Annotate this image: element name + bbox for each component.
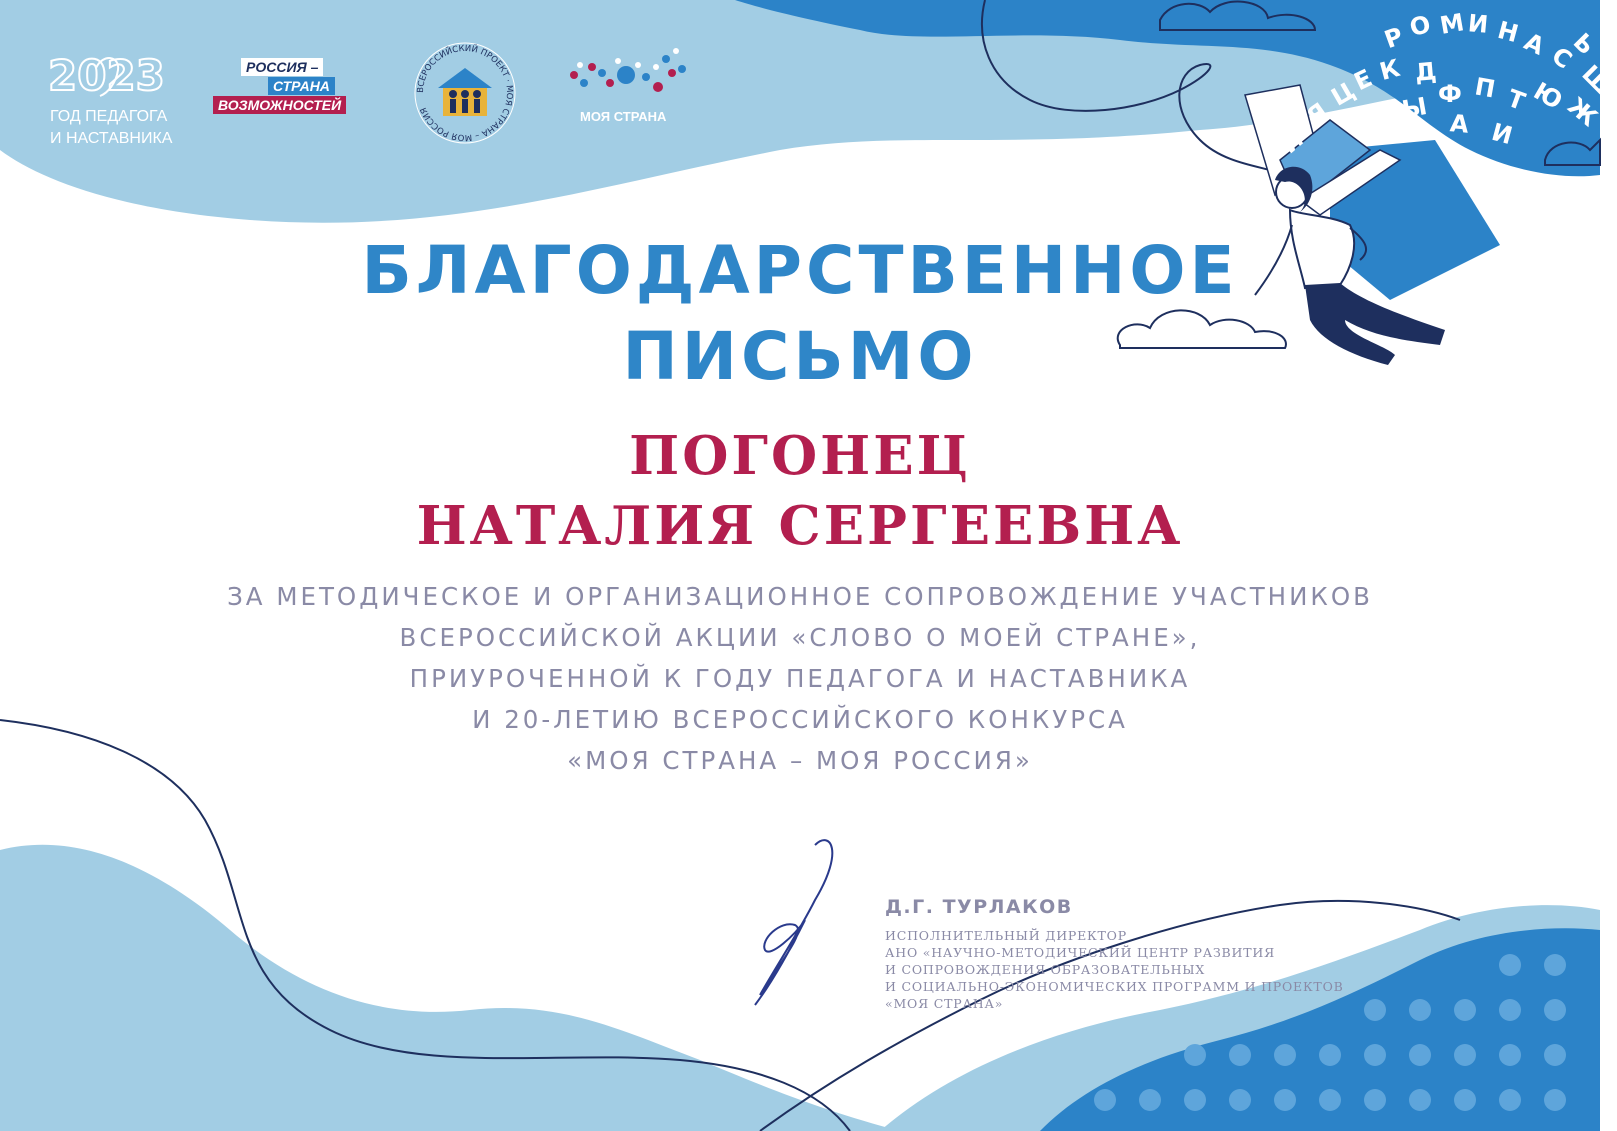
letter-decoration: А bbox=[1519, 27, 1549, 61]
letter-decoration: С bbox=[1546, 41, 1578, 75]
signatory-name: Д.Г. ТУРЛАКОВ bbox=[885, 896, 1073, 918]
russia-logo-line1: РОССИЯ – bbox=[241, 58, 323, 76]
description-line: ЗА МЕТОДИЧЕСКОЕ И ОРГАНИЗАЦИОННОЕ СОПРОВОЖДЕНИЕ УЧАСТНИКОВ bbox=[227, 582, 1373, 611]
letter-decoration: Н bbox=[1494, 15, 1522, 49]
letter-decoration: Е bbox=[1349, 63, 1377, 97]
signatory-position-line: АНО «НАУЧНО-МЕТОДИЧЕСКИЙ ЦЕНТР РАЗВИТИЯ bbox=[885, 945, 1275, 960]
letter-decoration: О bbox=[1406, 9, 1434, 43]
letter-decoration: Ф bbox=[1438, 80, 1462, 108]
letter-decoration: Й bbox=[1275, 124, 1309, 160]
letter-decoration: Ь bbox=[1567, 27, 1601, 61]
letter-decoration: Ж bbox=[1562, 91, 1603, 133]
year-logo-line1: ГОД ПЕДАГОГА bbox=[50, 108, 168, 125]
project-ring-text: ВСЕРОССИЙСКИЙ ПРОЕКТ · МОЯ СТРАНА – МОЯ РОССИЯ bbox=[415, 43, 515, 143]
my-country-label: МОЯ СТРАНА bbox=[580, 109, 667, 124]
description-line: ВСЕРОССИЙСКОЙ АКЦИИ «СЛОВО О МОЕЙ СТРАНЕ», bbox=[399, 623, 1201, 652]
signatory-position-line: ИСПОЛНИТЕЛЬНЫЙ ДИРЕКТОР bbox=[885, 928, 1127, 943]
letter-title-line1: БЛАГОДАРСТВЕННОЕ bbox=[361, 232, 1239, 309]
russia-logo-line2: СТРАНА bbox=[268, 77, 335, 95]
signatory-position-line: И СОПРОВОЖДЕНИЯ ОБРАЗОВАТЕЛЬНЫХ bbox=[885, 962, 1206, 977]
letter-decoration: Я bbox=[1301, 97, 1333, 131]
letter-decoration: Д bbox=[1413, 57, 1438, 87]
letter-decoration: Ю bbox=[1528, 76, 1568, 116]
signatory-position-line: «МОЯ СТРАНА» bbox=[885, 996, 1004, 1011]
letter-decoration: Ы bbox=[1399, 92, 1430, 124]
letter-decoration: А bbox=[1448, 109, 1470, 139]
letter-decoration: Т bbox=[1503, 84, 1529, 116]
signatory-position-line: И СОЦИАЛЬНО-ЭКОНОМИЧЕСКИХ ПРОГРАММ И ПРОЕКТОВ bbox=[885, 979, 1344, 994]
letter-decoration: П bbox=[1472, 72, 1498, 104]
letter-decoration: М bbox=[1437, 8, 1467, 40]
recipient-surname: ПОГОНЕЦ bbox=[629, 425, 971, 487]
russia-logo-line3: ВОЗМОЖНОСТЕЙ bbox=[213, 96, 346, 114]
letter-decoration: Ц bbox=[1326, 76, 1360, 112]
letter-title-line2: ПИСЬМО bbox=[622, 318, 978, 395]
letter-decoration: К bbox=[1376, 53, 1403, 87]
recipient-name: НАТАЛИЯ СЕРГЕЕВНА bbox=[416, 495, 1184, 557]
description-line: «МОЯ СТРАНА – МОЯ РОССИЯ» bbox=[567, 746, 1033, 775]
letter-decoration: Ш bbox=[1576, 59, 1617, 101]
description-line: И 20-ЛЕТИЮ ВСЕРОССИЙСКОГО КОНКУРСА bbox=[472, 705, 1128, 734]
year-number: 2023 bbox=[48, 51, 165, 100]
letter-decoration: Р bbox=[1380, 21, 1407, 55]
letter-decoration: И bbox=[1488, 117, 1516, 151]
year-logo-line2: И НАСТАВНИКА bbox=[50, 130, 173, 147]
letter-decoration: И bbox=[1466, 9, 1490, 39]
description-line: ПРИУРОЧЕННОЙ К ГОДУ ПЕДАГОГА И НАСТАВНИКА bbox=[409, 664, 1191, 693]
